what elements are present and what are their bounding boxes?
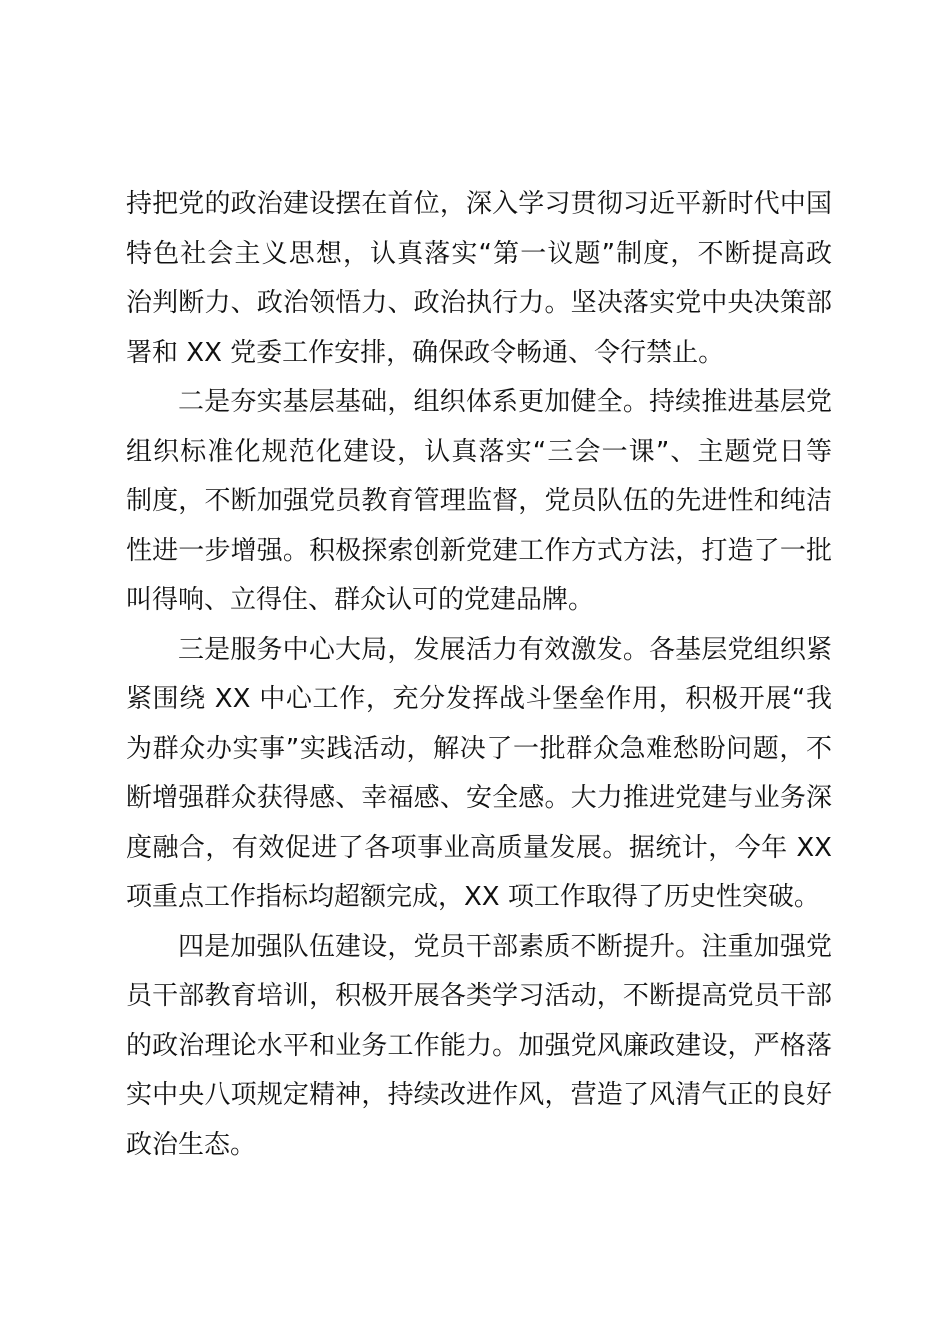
text-line: 政治生态。 <box>126 1129 257 1160</box>
text-line: 断增强群众获得感、幸福感、安全感。大力推进党建与业务深 <box>126 783 832 813</box>
text-line: 组织标准化规范化建设，认真落实“三会一课”、主题党日等 <box>126 436 832 467</box>
text-line: 性进一步增强。积极探索创新党建工作方式方法，打造了一批 <box>126 535 832 566</box>
text-line: 三是服务中心大局，发展活力有效激发。各基层党组织紧 <box>178 634 832 665</box>
document-body <box>126 180 832 1170</box>
text-line: 持把党的政治建设摆在首位，深入学习贯彻习近平新时代中国 <box>126 189 832 219</box>
text-line: 为群众办实事”实践活动，解决了一批群众急难愁盼问题，不 <box>126 733 832 764</box>
text-line: 特色社会主义思想，认真落实“第一议题”制度，不断提高政 <box>126 238 832 269</box>
text-line: 署和 XX 党委工作安排，确保政令畅通、令行禁止。 <box>126 337 725 368</box>
text-line: 治判断力、政治领悟力、政治执行力。坚决落实党中央决策部 <box>126 288 832 318</box>
text-line: 紧围绕 XX 中心工作，充分发挥战斗堡垒作用，积极开展“我 <box>126 684 832 714</box>
text-line: 叫得响、立得住、群众认可的党建品牌。 <box>126 585 595 615</box>
text-line: 项重点工作指标均超额完成，XX 项工作取得了历史性突破。 <box>126 882 820 912</box>
text-line: 四是加强队伍建设，党员干部素质不断提升。注重加强党 <box>178 931 832 962</box>
text-line: 度融合，有效促进了各项事业高质量发展。据统计，今年 XX <box>126 832 832 863</box>
text-line: 二是夯实基层基础，组织体系更加健全。持续推进基层党 <box>178 387 832 417</box>
text-line: 制度，不断加强党员教育管理监督，党员队伍的先进性和纯洁 <box>126 486 832 516</box>
text-line: 员干部教育培训，积极开展各类学习活动，不断提高党员干部 <box>126 981 832 1011</box>
text-line: 实中央八项规定精神，持续改进作风，营造了风清气正的良好 <box>126 1080 832 1110</box>
text-line: 的政治理论水平和业务工作能力。加强党风廉政建设，严格落 <box>126 1030 832 1061</box>
